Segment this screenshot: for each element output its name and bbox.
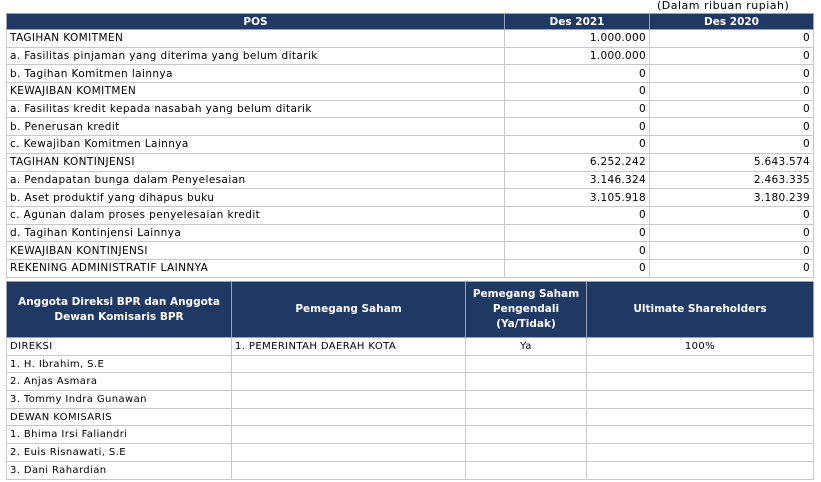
header-des-2020: Des 2020 [650, 14, 814, 30]
row-label: a. Fasilitas kredit kepada nasabah yang belum ditarik [7, 100, 505, 118]
value-2021: 0 [505, 118, 650, 136]
value-2021: 3.146.324 [505, 171, 650, 189]
table-row [7, 391, 814, 409]
table-header-row [7, 14, 814, 30]
header-shareholder: Pemegang Saham [232, 282, 466, 338]
shareholder-name [232, 444, 466, 462]
table-row [7, 338, 814, 356]
member-name: 2. Anjas Asmara [7, 373, 232, 391]
row-label: KEWAJIBAN KONTINJENSI [7, 242, 505, 260]
table-header-row [7, 282, 814, 338]
value-2020: 3.180.239 [650, 189, 814, 207]
value-2021: 0 [505, 242, 650, 260]
value-2020: 0 [650, 30, 814, 48]
table-row [7, 206, 814, 224]
row-label: b. Aset produktif yang dihapus buku [7, 189, 505, 207]
row-label: a. Fasilitas pinjaman yang diterima yang belum ditarik [7, 47, 505, 65]
row-label: TAGIHAN KOMITMEN [7, 30, 505, 48]
member-name: DEWAN KOMISARIS [7, 408, 232, 426]
table-row [7, 83, 814, 101]
table-row [7, 189, 814, 207]
value-2020: 5.643.574 [650, 153, 814, 171]
row-label: c. Agunan dalam proses penyelesaian kredit [7, 206, 505, 224]
row-label: TAGIHAN KONTINJENSI [7, 153, 505, 171]
value-2021: 0 [505, 206, 650, 224]
value-2020: 2.463.335 [650, 171, 814, 189]
value-2020: 0 [650, 136, 814, 154]
table-row [7, 171, 814, 189]
value-2021: 0 [505, 83, 650, 101]
header-pos: POS [7, 14, 505, 30]
value-2021: 1.000.000 [505, 30, 650, 48]
table-row [7, 224, 814, 242]
value-2020: 0 [650, 47, 814, 65]
value-2021: 0 [505, 65, 650, 83]
controlling-flag [466, 355, 587, 373]
table-row [7, 259, 814, 277]
value-2021: 0 [505, 136, 650, 154]
table-row [7, 426, 814, 444]
value-2020: 0 [650, 118, 814, 136]
table-row [7, 65, 814, 83]
controlling-flag: Ya [466, 338, 587, 356]
shareholder-name [232, 461, 466, 479]
shareholder-name [232, 355, 466, 373]
ultimate-share [587, 426, 814, 444]
member-name: 1. Bhima Irsi Faliandri [7, 426, 232, 444]
row-label: a. Pendapatan bunga dalam Penyelesaian [7, 171, 505, 189]
table-row [7, 242, 814, 260]
value-2021: 0 [505, 100, 650, 118]
commitment-contingency-table [6, 13, 814, 278]
row-label: KEWAJIBAN KOMITMEN [7, 83, 505, 101]
shareholder-name [232, 408, 466, 426]
value-2020: 0 [650, 65, 814, 83]
table-row [7, 100, 814, 118]
shareholder-name: 1. PEMERINTAH DAERAH KOTA [232, 338, 466, 356]
table-row [7, 355, 814, 373]
table-row [7, 461, 814, 479]
value-2020: 0 [650, 259, 814, 277]
table-row [7, 136, 814, 154]
ultimate-share [587, 391, 814, 409]
shareholder-name [232, 391, 466, 409]
table-row [7, 153, 814, 171]
row-label: b. Tagihan Komitmen lainnya [7, 65, 505, 83]
value-2020: 0 [650, 206, 814, 224]
ultimate-share [587, 355, 814, 373]
shareholder-table [6, 281, 814, 480]
table-row [7, 408, 814, 426]
row-label: REKENING ADMINISTRATIF LAINNYA [7, 259, 505, 277]
header-ultimate-shareholders: Ultimate Shareholders [587, 282, 814, 338]
value-2021: 0 [505, 224, 650, 242]
value-2021: 1.000.000 [505, 47, 650, 65]
header-controlling-shareholder: Pemegang Saham Pengendali (Ya/Tidak) [466, 282, 587, 338]
ultimate-share [587, 444, 814, 462]
member-name: 3. Tommy Indra Gunawan [7, 391, 232, 409]
controlling-flag [466, 391, 587, 409]
shareholder-name [232, 373, 466, 391]
value-2020: 0 [650, 83, 814, 101]
table-row [7, 373, 814, 391]
controlling-flag [466, 426, 587, 444]
table-row [7, 30, 814, 48]
member-name: 1. H. Ibrahim, S.E [7, 355, 232, 373]
ultimate-share: 100% [587, 338, 814, 356]
table-row [7, 47, 814, 65]
shareholder-name [232, 426, 466, 444]
member-name: 2. Euis Risnawati, S.E [7, 444, 232, 462]
table-row [7, 118, 814, 136]
header-des-2021: Des 2021 [505, 14, 650, 30]
controlling-flag [466, 373, 587, 391]
member-name: 3. Dani Rahardian [7, 461, 232, 479]
value-2021: 6.252.242 [505, 153, 650, 171]
ultimate-share [587, 461, 814, 479]
value-2020: 0 [650, 242, 814, 260]
value-2020: 0 [650, 224, 814, 242]
controlling-flag [466, 408, 587, 426]
value-2021: 3.105.918 [505, 189, 650, 207]
ultimate-share [587, 373, 814, 391]
header-board-members: Anggota Direksi BPR dan Anggota Dewan Komisaris BPR [7, 282, 232, 338]
unit-note: (Dalam ribuan rupiah) [657, 0, 790, 12]
controlling-flag [466, 444, 587, 462]
row-label: b. Penerusan kredit [7, 118, 505, 136]
controlling-flag [466, 461, 587, 479]
value-2021: 0 [505, 259, 650, 277]
row-label: c. Kewajiban Komitmen Lainnya [7, 136, 505, 154]
value-2020: 0 [650, 100, 814, 118]
ultimate-share [587, 408, 814, 426]
member-name: DIREKSI [7, 338, 232, 356]
table-row [7, 444, 814, 462]
row-label: d. Tagihan Kontinjensi Lainnya [7, 224, 505, 242]
